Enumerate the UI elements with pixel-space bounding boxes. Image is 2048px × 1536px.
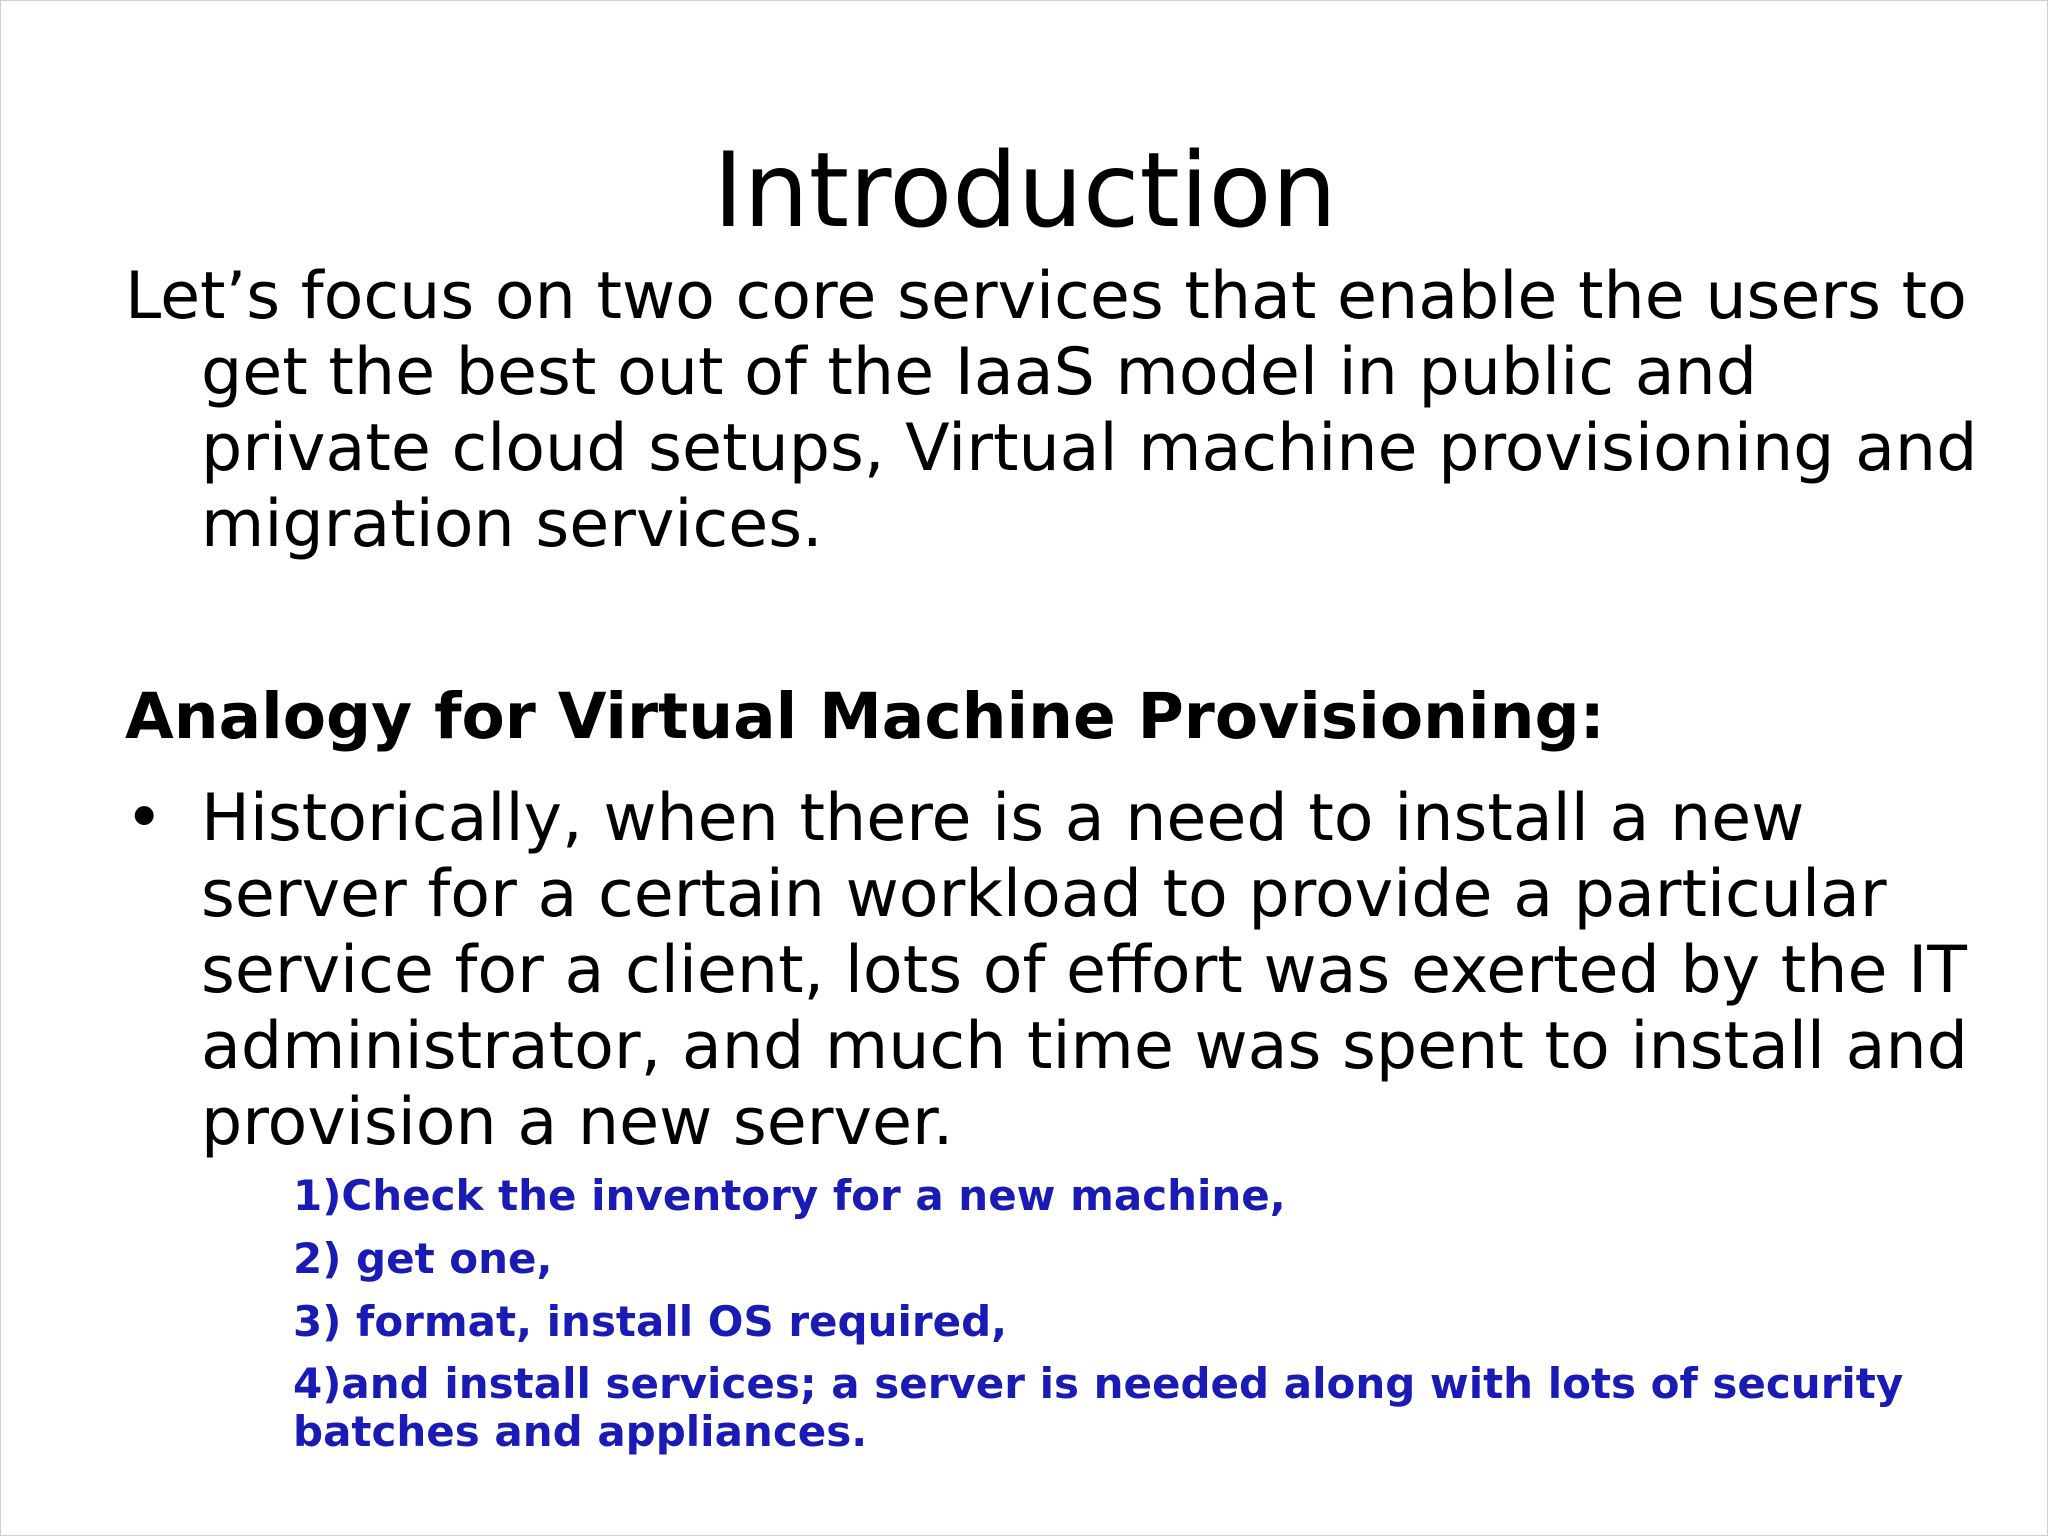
- slide-title: Introduction: [713, 131, 1337, 251]
- step-item: 1)Check the inventory for a new machine,: [293, 1171, 1286, 1220]
- step-item: 3) format, install OS required,: [293, 1297, 1008, 1346]
- bullet-text: Historically, when there is a need to install a new: [201, 781, 1805, 856]
- intro-line: private cloud setups, Virtual machine provisioning and: [201, 411, 1978, 486]
- bullet-line: [125, 781, 1985, 857]
- intro-line: Let’s focus on two core services that enable the users to: [125, 259, 1967, 334]
- bullet-line: service for a client, lots of effort was exerted by the IT: [201, 933, 1967, 1008]
- bullet-line: administrator, and much time was spent to install and: [201, 1009, 1968, 1084]
- step-item: 4)and install services; a server is needed along with lots of security batches and appliances.: [293, 1359, 1904, 1456]
- intro-line: migration services.: [201, 487, 823, 562]
- bullet-line: server for a certain workload to provide a particular: [201, 857, 1887, 932]
- step-item: 2) get one,: [293, 1234, 553, 1283]
- section-heading: Analogy for Virtual Machine Provisioning:: [125, 680, 1605, 753]
- bullet-item: [125, 781, 1985, 1161]
- bullet-icon: •: [125, 781, 164, 856]
- intro-paragraph: [125, 259, 1978, 563]
- intro-line: get the best out of the IaaS model in public and: [201, 335, 1758, 410]
- bullet-line: provision a new server.: [201, 1085, 954, 1160]
- steps-list: [293, 1171, 1973, 1469]
